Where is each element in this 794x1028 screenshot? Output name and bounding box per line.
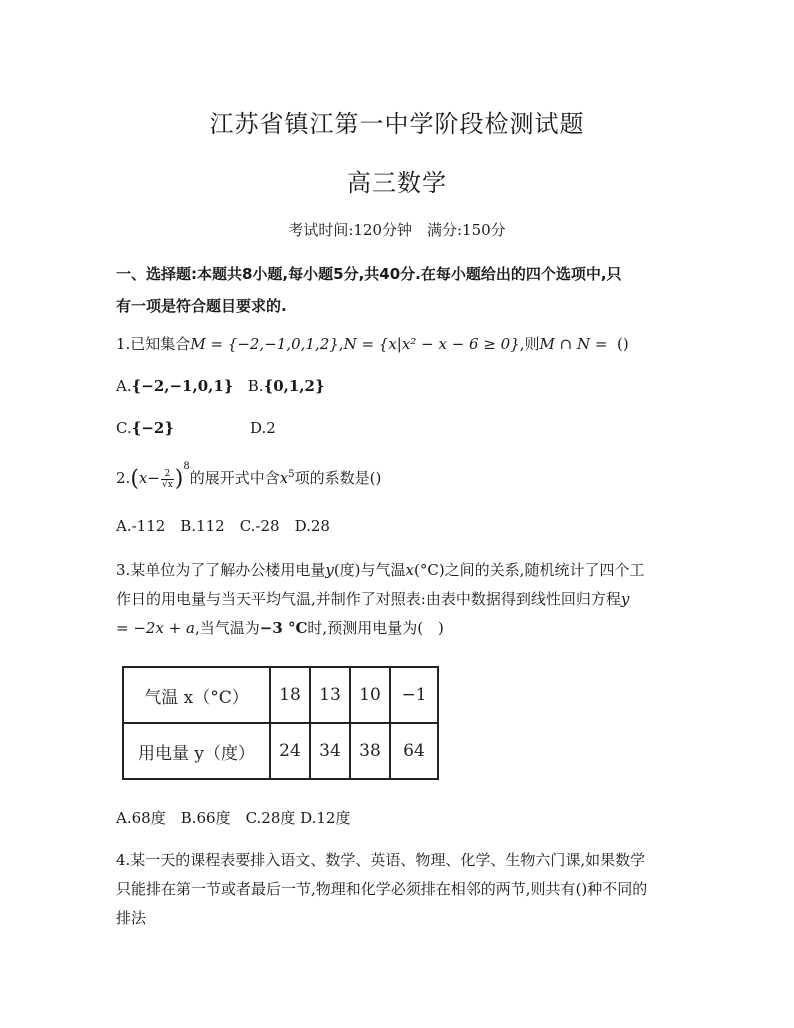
q3-options: A.68度 B.66度 C.28度 D.12度 xyxy=(116,809,351,827)
q3-line3-b: ,当气温为 xyxy=(194,619,260,637)
q2-frac-den: √x xyxy=(161,479,173,490)
q2-prefix: 2. xyxy=(116,469,131,487)
q1-set-m: M = {−2,−1,0,1,2} xyxy=(190,335,339,353)
q1-intersect: M ∩ N = xyxy=(539,335,608,353)
q1-sep: , xyxy=(338,335,344,353)
table-cell: 18 xyxy=(270,667,310,723)
page-title: 江苏省镇江第一中学阶段检测试题 xyxy=(209,110,585,138)
q2-open-paren: ( xyxy=(130,466,139,492)
q4-line3: 排法 xyxy=(116,909,147,927)
q4-line2: 只能排在第一节或者最后一节,物理和化学必须排在相邻的两节,则共有()种不同的 xyxy=(116,880,648,898)
q3-temp: −3 °C xyxy=(259,619,308,637)
table-row xyxy=(123,723,438,779)
q2-options: A.-112 B.112 C.-28 D.28 xyxy=(116,517,330,535)
q3-line1-c: (°C)之间的关系,随机统计了四个工 xyxy=(414,561,645,579)
q2-text: 的展开式中含 xyxy=(189,469,280,487)
q3-line1 xyxy=(116,556,686,585)
q1-opt-c-label: C. xyxy=(116,419,132,437)
table-row xyxy=(123,667,438,723)
q3-line3 xyxy=(116,614,686,643)
exam-info: 考试时间:120分钟 满分:150分 xyxy=(288,221,506,239)
q1-blank: () xyxy=(617,335,629,353)
question-2 xyxy=(116,460,686,494)
table-row1-label: 气温 x（°C） xyxy=(123,667,270,723)
q2-frac-num: 2 xyxy=(161,469,174,480)
q2-text2: 项的系数是() xyxy=(294,469,382,487)
q1-set-n: N = {x|x² − x − 6 ≥ 0} xyxy=(343,335,520,353)
q1-opt-b: {0,1,2} xyxy=(263,377,325,395)
q3-line2-text: 作日的用电量与当天平均气温,并制作了对照表:由表中数据得到线性回归方程 xyxy=(116,590,621,608)
section-heading-line1: 一、选择题:本题共8小题,每小题5分,共40分.在每小题给出的四个选项中,只 xyxy=(116,265,622,283)
q2-close-paren: ) xyxy=(174,466,184,492)
table-cell: 64 xyxy=(390,723,438,779)
q2-term-exp: 5 xyxy=(288,469,295,480)
q2-fraction xyxy=(161,469,174,490)
q3-equation: = −2x + a xyxy=(116,619,195,637)
table-cell: 24 xyxy=(270,723,310,779)
temperature-usage-table xyxy=(122,666,439,780)
q1-options-ab xyxy=(116,372,686,401)
table-cell: 10 xyxy=(350,667,390,723)
q3-line2-y: y xyxy=(620,590,630,608)
q3-line3-c: 时,预测用电量为( ) xyxy=(307,619,444,637)
q2-exponent: 8 xyxy=(183,461,190,472)
q1-opt-a-label: A. xyxy=(116,377,132,395)
q3-line1-b: (度)与气温 xyxy=(333,561,406,579)
section-heading xyxy=(116,258,686,322)
q1-opt-c: {−2} xyxy=(131,419,175,437)
page-subtitle: 高三数学 xyxy=(347,169,447,197)
question-1 xyxy=(116,330,686,359)
q3-line1-a: 3.某单位为了了解办公楼用电量 xyxy=(116,561,326,579)
question-3 xyxy=(116,556,686,643)
section-heading-line2: 有一项是符合题目要求的. xyxy=(116,297,287,315)
table-cell: −1 xyxy=(390,667,438,723)
q2-x: x xyxy=(138,469,148,487)
question-4 xyxy=(116,846,686,933)
q1-prefix: 1.已知集合 xyxy=(116,335,191,353)
table-cell: 13 xyxy=(310,667,350,723)
q4-line1: 4.某一天的课程表要排入语文、数学、英语、物理、化学、生物六门课,如果数学 xyxy=(116,851,646,869)
q3-var-y: y xyxy=(325,561,334,579)
q2-minus: − xyxy=(147,469,160,487)
q1-opt-a: {−2,−1,0,1} xyxy=(131,377,234,395)
q1-opt-d: D.2 xyxy=(250,419,276,437)
q3-var-x: x xyxy=(405,561,414,579)
table-cell: 38 xyxy=(350,723,390,779)
q1-then: ,则 xyxy=(519,335,540,353)
q2-term: x xyxy=(279,469,289,487)
q3-line2 xyxy=(116,585,686,614)
q1-options-cd xyxy=(116,414,686,443)
q1-opt-b-label: B. xyxy=(247,377,264,395)
table-row2-label: 用电量 y（度） xyxy=(123,723,270,779)
table-cell: 34 xyxy=(310,723,350,779)
